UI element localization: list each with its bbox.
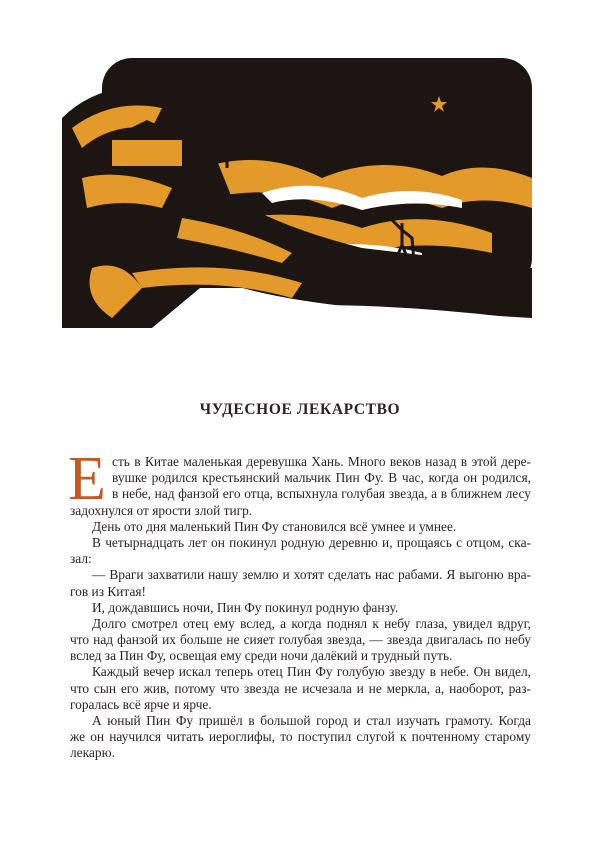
text-line: лекарю. — [70, 745, 115, 761]
drop-cap: Е — [68, 445, 106, 513]
text-line: гов из Китая! — [70, 583, 147, 599]
hut — [112, 138, 182, 166]
text-line: А юный Пин Фу пришёл в большой город и стал изучать грамоту. Когда — [92, 713, 531, 728]
text-line: вушке родился крестьянский мальчик Пин Фу. В час, когда он родился, — [112, 470, 531, 486]
story-illustration — [62, 58, 532, 358]
text-line: В четырнадцать лет он покинул родную деревню и, прощаясь с отцом, ска- — [92, 534, 531, 550]
text-line: в небе, над фанзой его отца, вспыхнула голубая звезда, а в ближнем лесу — [112, 486, 531, 502]
text-line: — Враги захватили нашу землю и хотят сделать нас рабами. Я выгоню вра- — [92, 567, 531, 583]
text-line: День ото дня маленький Пин Фу становился всё умнее и умнее. — [92, 518, 457, 534]
text-line: Долго смотрел отец ему вслед, а когда поднял к небу глаза, увидел вдруг, — [92, 615, 531, 631]
text-line: же он научился читать иероглифы, то поступил слугой к почтенному старому — [70, 729, 531, 745]
text-line: горалась всё ярче и ярче. — [70, 696, 212, 712]
page-title: ЧУДЕСНОЕ ЛЕКАРСТВО — [199, 401, 401, 418]
text-line: И, дождавшись ночи, Пин Фу покинул родную фанзу. — [92, 599, 399, 615]
text-line: вслед за Пин Фу, освещая ему среди ночи далёкий и трудный путь. — [70, 648, 453, 664]
text-line: что над фанзой их больше не сияет голубая звезда, — звезда двигалась по небу — [70, 632, 531, 648]
text-line: задохнулся от ярости злой тигр. — [70, 502, 253, 518]
story-text — [68, 445, 531, 762]
text-line: сть в Китае маленькая деревушка Хань. Много веков назад в этой дере- — [112, 454, 531, 469]
text-line: Каждый вечер искал теперь отец Пин Фу голубую звезду в небе. Он видел, — [92, 664, 531, 680]
text-line: зал: — [70, 551, 92, 567]
text-line: что сын его жив, потому что звезда не исчезала и не меркла, а, наоборот, раз- — [70, 680, 531, 696]
